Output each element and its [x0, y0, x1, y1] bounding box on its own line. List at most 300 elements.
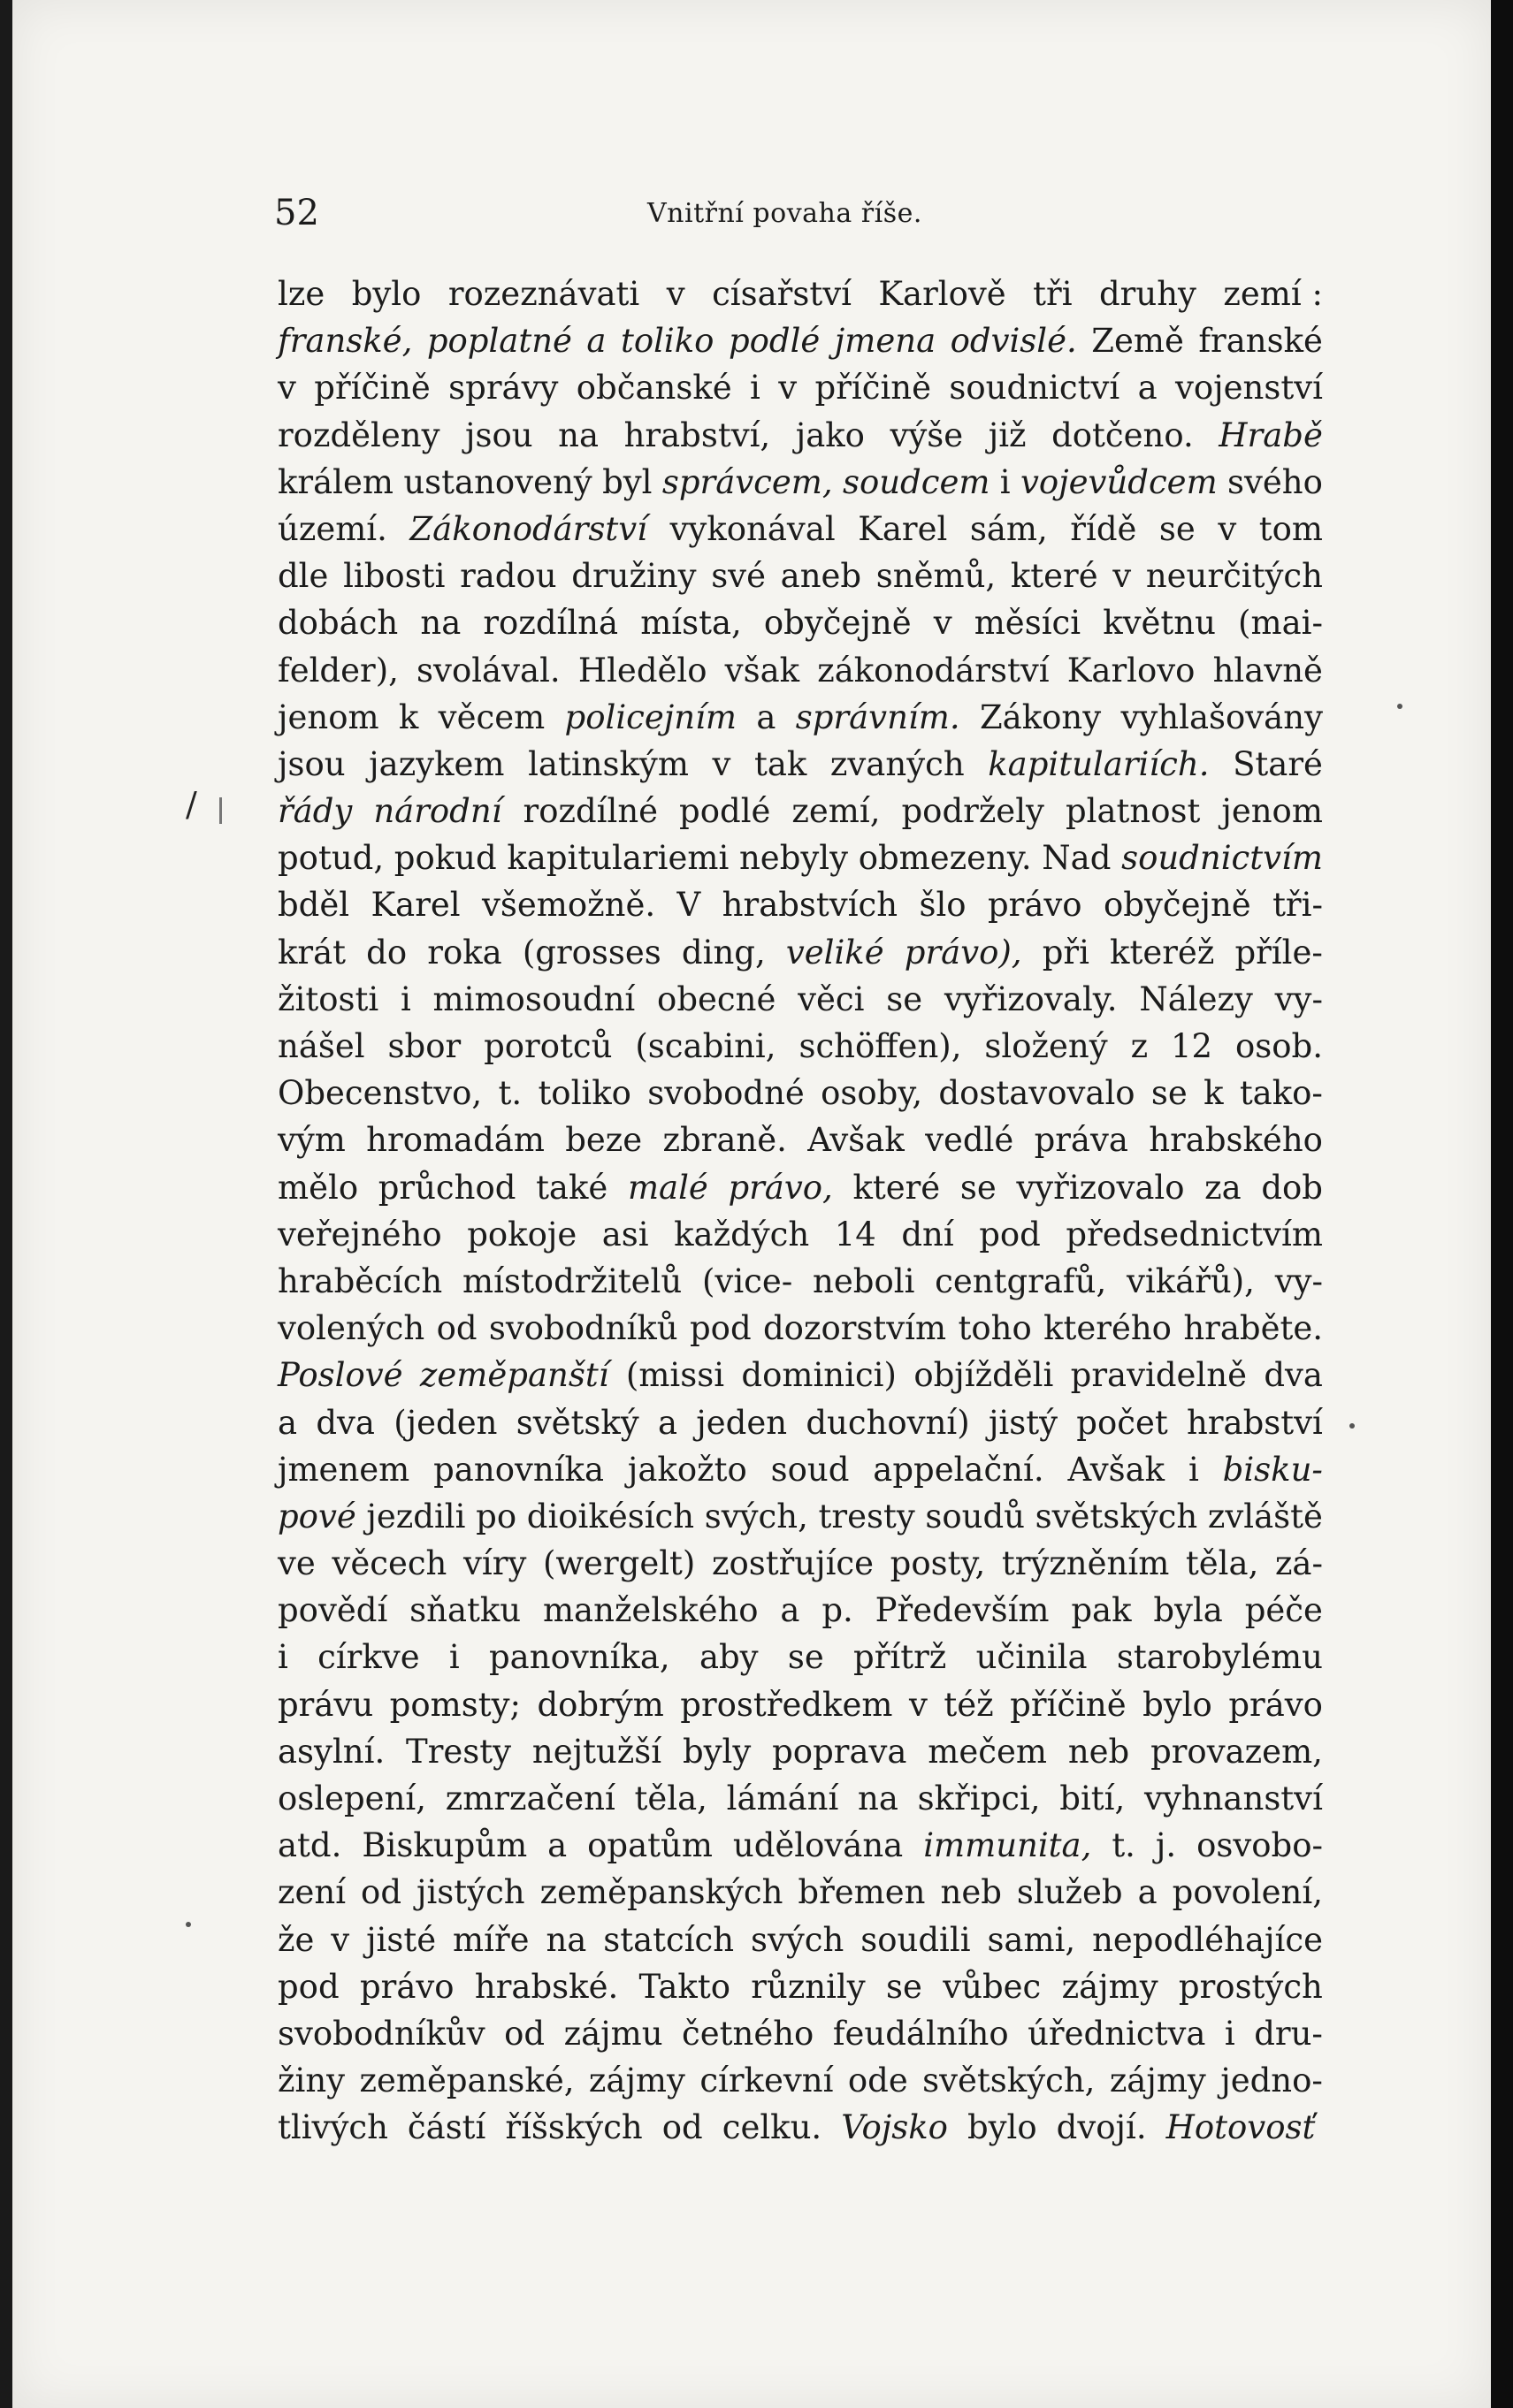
text-line	[278, 459, 1323, 506]
word: pod	[979, 1215, 1041, 1254]
word: dle	[278, 557, 329, 596]
word: osoby,	[821, 1074, 923, 1113]
word: při	[1042, 933, 1089, 972]
word: t.	[498, 1074, 523, 1113]
word: Poslové	[278, 1356, 403, 1395]
word: v	[666, 275, 685, 313]
word: nášel	[278, 1027, 365, 1065]
word: měsíci	[974, 604, 1081, 643]
text-line	[278, 1352, 1323, 1398]
word: druhy	[1099, 275, 1196, 313]
word: však	[724, 651, 800, 690]
word: správním.	[795, 697, 960, 736]
word: dva	[316, 1403, 375, 1442]
text-line	[278, 1681, 1323, 1728]
speck	[186, 1922, 191, 1927]
word: vyhlašovány	[1120, 697, 1323, 736]
word: Nad	[1042, 839, 1112, 878]
word: dobách	[278, 604, 399, 643]
word: veřejného	[278, 1215, 442, 1254]
word: správy	[448, 369, 559, 408]
word: správcem,	[661, 462, 833, 501]
word: jsou	[465, 415, 533, 454]
word: břemen	[798, 1873, 926, 1912]
word: sněmů,	[875, 557, 997, 596]
word: panovníka	[433, 1450, 605, 1489]
word: králem	[278, 462, 394, 501]
word: od	[504, 2014, 546, 2053]
word: císařství	[712, 275, 852, 313]
word: do	[366, 933, 408, 972]
word: těla,	[634, 1779, 707, 1817]
word: hromadám	[366, 1121, 545, 1160]
word: příle-	[1234, 933, 1323, 972]
word: již	[988, 415, 1027, 454]
page-number: 52	[274, 193, 319, 233]
word: Karel	[858, 509, 948, 548]
word: zemí :	[1223, 275, 1323, 313]
word: 12	[1170, 1027, 1213, 1065]
word: roka	[427, 933, 502, 972]
word: i	[400, 979, 411, 1018]
word: víry	[463, 1544, 527, 1583]
word: právo),	[904, 933, 1022, 972]
word: i	[448, 1638, 460, 1677]
word: jeden	[696, 1403, 788, 1442]
word: též	[944, 1685, 994, 1724]
word: neb	[940, 1873, 1002, 1912]
word: i	[750, 369, 760, 408]
word: t.	[1112, 1826, 1135, 1865]
word: zeměpanských	[539, 1873, 783, 1912]
word: všemožně.	[482, 886, 656, 925]
word: soudili	[860, 1920, 971, 1959]
word: hrabské.	[474, 1967, 619, 2006]
word: květnu	[1103, 604, 1216, 643]
word: i	[278, 1638, 288, 1677]
word: dioikésích	[526, 1497, 695, 1535]
word: Staré	[1233, 744, 1323, 783]
word: panovníka,	[489, 1638, 670, 1677]
word: svolával.	[416, 651, 561, 690]
word: vy-	[1274, 979, 1323, 1018]
word: různily	[751, 1967, 866, 2006]
word: tako-	[1239, 1074, 1323, 1113]
speck	[1397, 704, 1402, 709]
word: (missi	[625, 1356, 725, 1395]
word: kterého	[1043, 1309, 1172, 1348]
word: Karlovo	[1066, 651, 1196, 690]
text-line	[278, 881, 1323, 928]
text-line	[278, 317, 1323, 364]
body-text	[278, 271, 1323, 2152]
word: osob.	[1235, 1027, 1323, 1065]
word: zájmu	[563, 2014, 663, 2053]
word: příčině	[1010, 1685, 1127, 1724]
word: na	[420, 604, 462, 643]
word: povolení,	[1172, 1873, 1323, 1912]
word: pod	[689, 1309, 752, 1348]
word: k	[1204, 1074, 1224, 1113]
word: se	[1158, 509, 1196, 548]
word: vyřizovaly.	[944, 979, 1118, 1018]
word: vyřizovalo	[1016, 1168, 1185, 1207]
word: Vojsko	[841, 2108, 948, 2147]
word: národní	[373, 792, 502, 831]
word: soudnictvím	[1121, 839, 1323, 878]
text-line	[278, 552, 1323, 599]
word: a	[756, 697, 776, 736]
word: volených	[278, 1309, 425, 1348]
word: zbraně.	[662, 1121, 787, 1160]
word: hrabství	[1187, 1403, 1323, 1442]
word: dob	[1261, 1168, 1323, 1207]
word: feudálního	[832, 2014, 1009, 2053]
word: aneb	[780, 557, 862, 596]
word: v	[1112, 557, 1132, 596]
word: rozděleny	[278, 415, 440, 454]
word: hraběcích	[278, 1261, 443, 1300]
word: rozdílná	[483, 604, 619, 643]
word: které	[852, 1168, 941, 1207]
word: tresty	[818, 1497, 915, 1535]
word: sami,	[987, 1920, 1076, 1959]
word: úřednictva	[1028, 2014, 1206, 2053]
word: potud,	[278, 839, 385, 878]
word: v	[908, 1685, 928, 1724]
word: franské	[1198, 322, 1323, 361]
text-line	[278, 271, 1323, 317]
word: zmrzačení	[445, 1779, 615, 1817]
word: soudnictví	[949, 369, 1120, 408]
word: přítrž	[853, 1638, 947, 1677]
word: Karlově	[878, 275, 1006, 313]
word: povědí	[278, 1591, 388, 1630]
word: říšských	[505, 2108, 643, 2147]
word: mělo	[278, 1168, 359, 1207]
word: svobodné	[647, 1074, 805, 1113]
word: řády	[278, 792, 353, 831]
word: věci	[798, 979, 865, 1018]
word: skřipci,	[917, 1779, 1041, 1817]
page-header	[12, 193, 1491, 246]
word: veliké	[785, 933, 884, 972]
book-page	[12, 0, 1491, 2408]
text-line	[278, 1211, 1323, 1258]
word: i	[1224, 2014, 1235, 2053]
word: porotců	[484, 1027, 613, 1065]
word: jmena	[834, 322, 936, 361]
word: hraběte.	[1183, 1309, 1323, 1348]
word: libosti	[343, 557, 446, 596]
word: počet	[1076, 1403, 1168, 1442]
word: Tresty	[406, 1732, 512, 1771]
word: odvislé.	[950, 322, 1077, 361]
word: které	[1010, 557, 1098, 596]
word: Karel	[371, 886, 461, 925]
word: řídě	[1070, 509, 1137, 548]
word: byly	[682, 1732, 752, 1771]
word: krát	[278, 933, 347, 972]
word: Nálezy	[1139, 979, 1253, 1018]
text-line	[278, 1116, 1323, 1163]
text-line	[278, 1305, 1323, 1352]
word: a	[586, 322, 607, 361]
word: zájmy	[588, 2061, 685, 2100]
word: jistých	[416, 1873, 525, 1912]
word: v	[1218, 509, 1237, 548]
word: právo	[1228, 1685, 1323, 1724]
text-line	[278, 929, 1323, 976]
word: j.	[1155, 1826, 1177, 1865]
word: částí	[407, 2108, 486, 2147]
word: vy-	[1274, 1261, 1323, 1300]
text-line	[278, 1916, 1323, 1963]
word: Hotovosť	[1165, 2108, 1316, 2147]
text-line	[278, 2057, 1323, 2104]
word: předsednictvím	[1066, 1215, 1323, 1254]
word: Biskupům	[362, 1826, 528, 1865]
word: bylo	[351, 275, 422, 313]
word: v	[712, 744, 731, 783]
word: podržely	[901, 792, 1044, 831]
word: Obecenstvo,	[278, 1074, 483, 1113]
word: latinským	[528, 744, 689, 783]
text-line	[278, 2010, 1323, 2057]
word: zení	[278, 1873, 347, 1912]
word: dotčeno.	[1051, 415, 1194, 454]
word: družiny	[571, 557, 697, 596]
word: na	[558, 415, 600, 454]
word: dozorstvím	[763, 1309, 947, 1348]
word: sám,	[969, 509, 1048, 548]
word: hrabství,	[623, 415, 771, 454]
word: také	[536, 1168, 608, 1207]
word: bylo	[967, 2108, 1037, 2147]
word: svobodníkův	[278, 2014, 485, 2053]
word: (scabini,	[635, 1027, 776, 1065]
word: provazem,	[1150, 1732, 1323, 1771]
text-line	[278, 1634, 1323, 1680]
word: dostavovalo	[938, 1074, 1135, 1113]
word: právo,	[728, 1168, 833, 1207]
word: Především	[875, 1591, 1050, 1630]
word: franské,	[278, 322, 413, 361]
word: obyčejně	[763, 604, 912, 643]
word: dva	[1264, 1356, 1323, 1395]
word: zá-	[1274, 1544, 1323, 1583]
word: se	[959, 1168, 997, 1207]
word: za	[1204, 1168, 1242, 1207]
word: poplatné	[426, 322, 572, 361]
word: nepodléhajíce	[1092, 1920, 1323, 1959]
word: vůbec	[943, 1967, 1042, 2006]
word: manželského	[542, 1591, 759, 1630]
word: lámání	[726, 1779, 839, 1817]
text-line	[278, 1258, 1323, 1305]
word: mimosoudní	[432, 979, 636, 1018]
text-line	[278, 412, 1323, 459]
word: dvojí.	[1056, 2108, 1147, 2147]
margin-tick	[219, 797, 222, 824]
word: obmezeny.	[858, 839, 1032, 878]
word: centgrafů,	[935, 1261, 1107, 1300]
word: oslepení,	[278, 1779, 426, 1817]
word: a	[547, 1826, 568, 1865]
margin-mark: /	[186, 785, 197, 824]
word: platnost	[1065, 792, 1201, 831]
word: péče	[1244, 1591, 1323, 1630]
word: toliko	[538, 1074, 631, 1113]
word: schöffen),	[799, 1027, 962, 1065]
text-line	[278, 2104, 1323, 2151]
word: rozeznávati	[447, 275, 640, 313]
word: dominici)	[741, 1356, 897, 1395]
text-line	[278, 1493, 1323, 1540]
text-line	[278, 1070, 1323, 1116]
word: složený	[984, 1027, 1108, 1065]
text-line	[278, 1446, 1323, 1493]
word: a	[278, 1403, 298, 1442]
word: a	[1137, 1873, 1158, 1912]
word: lze	[278, 275, 325, 313]
word: nejtužší	[531, 1732, 662, 1771]
word: opatům	[587, 1826, 713, 1865]
word: appelační.	[873, 1450, 1044, 1489]
word: v	[331, 1920, 350, 1959]
word: V	[676, 886, 701, 925]
word: policejním	[564, 697, 737, 736]
text-line	[278, 1023, 1323, 1070]
word: služeb	[1016, 1873, 1123, 1912]
word: na	[546, 1920, 587, 1959]
word: celku.	[722, 2108, 822, 2147]
text-line	[278, 1963, 1323, 2010]
word: Avšak	[807, 1121, 905, 1160]
word: místa,	[640, 604, 742, 643]
text-line	[278, 1587, 1323, 1634]
word: v	[278, 369, 296, 408]
word: poprava	[772, 1732, 907, 1771]
word: věcech	[332, 1544, 447, 1583]
word: vyhnanství	[1143, 1779, 1323, 1817]
word: tři-	[1272, 886, 1323, 925]
word: tom	[1258, 509, 1323, 548]
word: světských	[1035, 1497, 1198, 1535]
word: příčině	[314, 369, 431, 408]
word: právo	[359, 1967, 455, 2006]
word: bisku-	[1222, 1450, 1323, 1489]
text-line	[278, 599, 1323, 646]
word: a	[780, 1591, 800, 1630]
word: immunita,	[923, 1826, 1092, 1865]
word: své	[711, 557, 766, 596]
word: trýzněním	[1001, 1544, 1170, 1583]
word: vojevůdcem	[1020, 462, 1218, 501]
word: pokoje	[467, 1215, 577, 1254]
word: vým	[278, 1121, 346, 1160]
word: (grosses	[522, 933, 661, 972]
word: (mai-	[1238, 604, 1323, 643]
word: Zákony	[979, 697, 1102, 736]
word: zemí,	[791, 792, 881, 831]
word: ustanovený	[403, 462, 592, 501]
word: Hledělo	[577, 651, 707, 690]
text-line	[278, 647, 1323, 694]
word: rozdílné	[523, 792, 659, 831]
text-line	[278, 1540, 1323, 1587]
text-line	[278, 1164, 1323, 1211]
word: se	[886, 979, 923, 1018]
scan-edge	[1491, 0, 1513, 2408]
word: osvobo-	[1196, 1826, 1323, 1865]
word: tak	[753, 744, 807, 783]
word: práva	[1034, 1121, 1128, 1160]
word: toho	[958, 1309, 1032, 1348]
running-head: Vnitřní povaha říše.	[647, 198, 922, 229]
word: jmenem	[278, 1450, 410, 1489]
word: mečem	[928, 1732, 1047, 1771]
text-line	[278, 364, 1323, 411]
word: a	[657, 1403, 678, 1442]
word: od	[436, 1309, 478, 1348]
word: bití,	[1059, 1779, 1126, 1817]
word: Avšak	[1067, 1450, 1165, 1489]
word: radou	[460, 557, 557, 596]
word: pokud	[394, 839, 497, 878]
word: šlo	[919, 886, 967, 925]
word: jsou	[278, 744, 346, 783]
word: ding,	[681, 933, 766, 972]
word: 14	[834, 1215, 876, 1254]
word: (wergelt)	[542, 1544, 696, 1583]
word: učinila	[975, 1638, 1088, 1677]
word: (jeden	[394, 1403, 498, 1442]
word: statcích	[603, 1920, 735, 1959]
word: jenom	[1221, 792, 1323, 831]
word: asi	[601, 1215, 649, 1254]
word: po	[476, 1497, 517, 1535]
word: od	[661, 2108, 703, 2147]
word: podlé	[728, 322, 821, 361]
word: se	[787, 1638, 824, 1677]
text-line	[278, 976, 1323, 1023]
word: prostých	[1178, 1967, 1323, 2006]
word: žitosti	[278, 979, 379, 1018]
word: kteréž	[1110, 933, 1215, 972]
word: míře	[453, 1920, 530, 1959]
word: církve	[317, 1638, 420, 1677]
word: se	[1150, 1074, 1188, 1113]
word: bylo	[1142, 1685, 1212, 1724]
word: zeměpanské,	[359, 2061, 575, 2100]
word: udělována	[732, 1826, 904, 1865]
word: žiny	[278, 2061, 346, 2100]
word: starobylému	[1116, 1638, 1323, 1677]
word: místodržitelů	[462, 1261, 683, 1300]
word: hlavně	[1212, 651, 1323, 690]
word: sbor	[387, 1027, 462, 1065]
word: duchovní)	[806, 1403, 970, 1442]
word: Země	[1091, 322, 1184, 361]
word: jistý	[988, 1403, 1058, 1442]
word: na	[858, 1779, 898, 1817]
word: Takto	[638, 1967, 730, 2006]
word: soud	[770, 1450, 850, 1489]
word: církevní	[699, 2061, 834, 2100]
word: že	[278, 1920, 315, 1959]
word: kapitulariích.	[988, 744, 1210, 783]
